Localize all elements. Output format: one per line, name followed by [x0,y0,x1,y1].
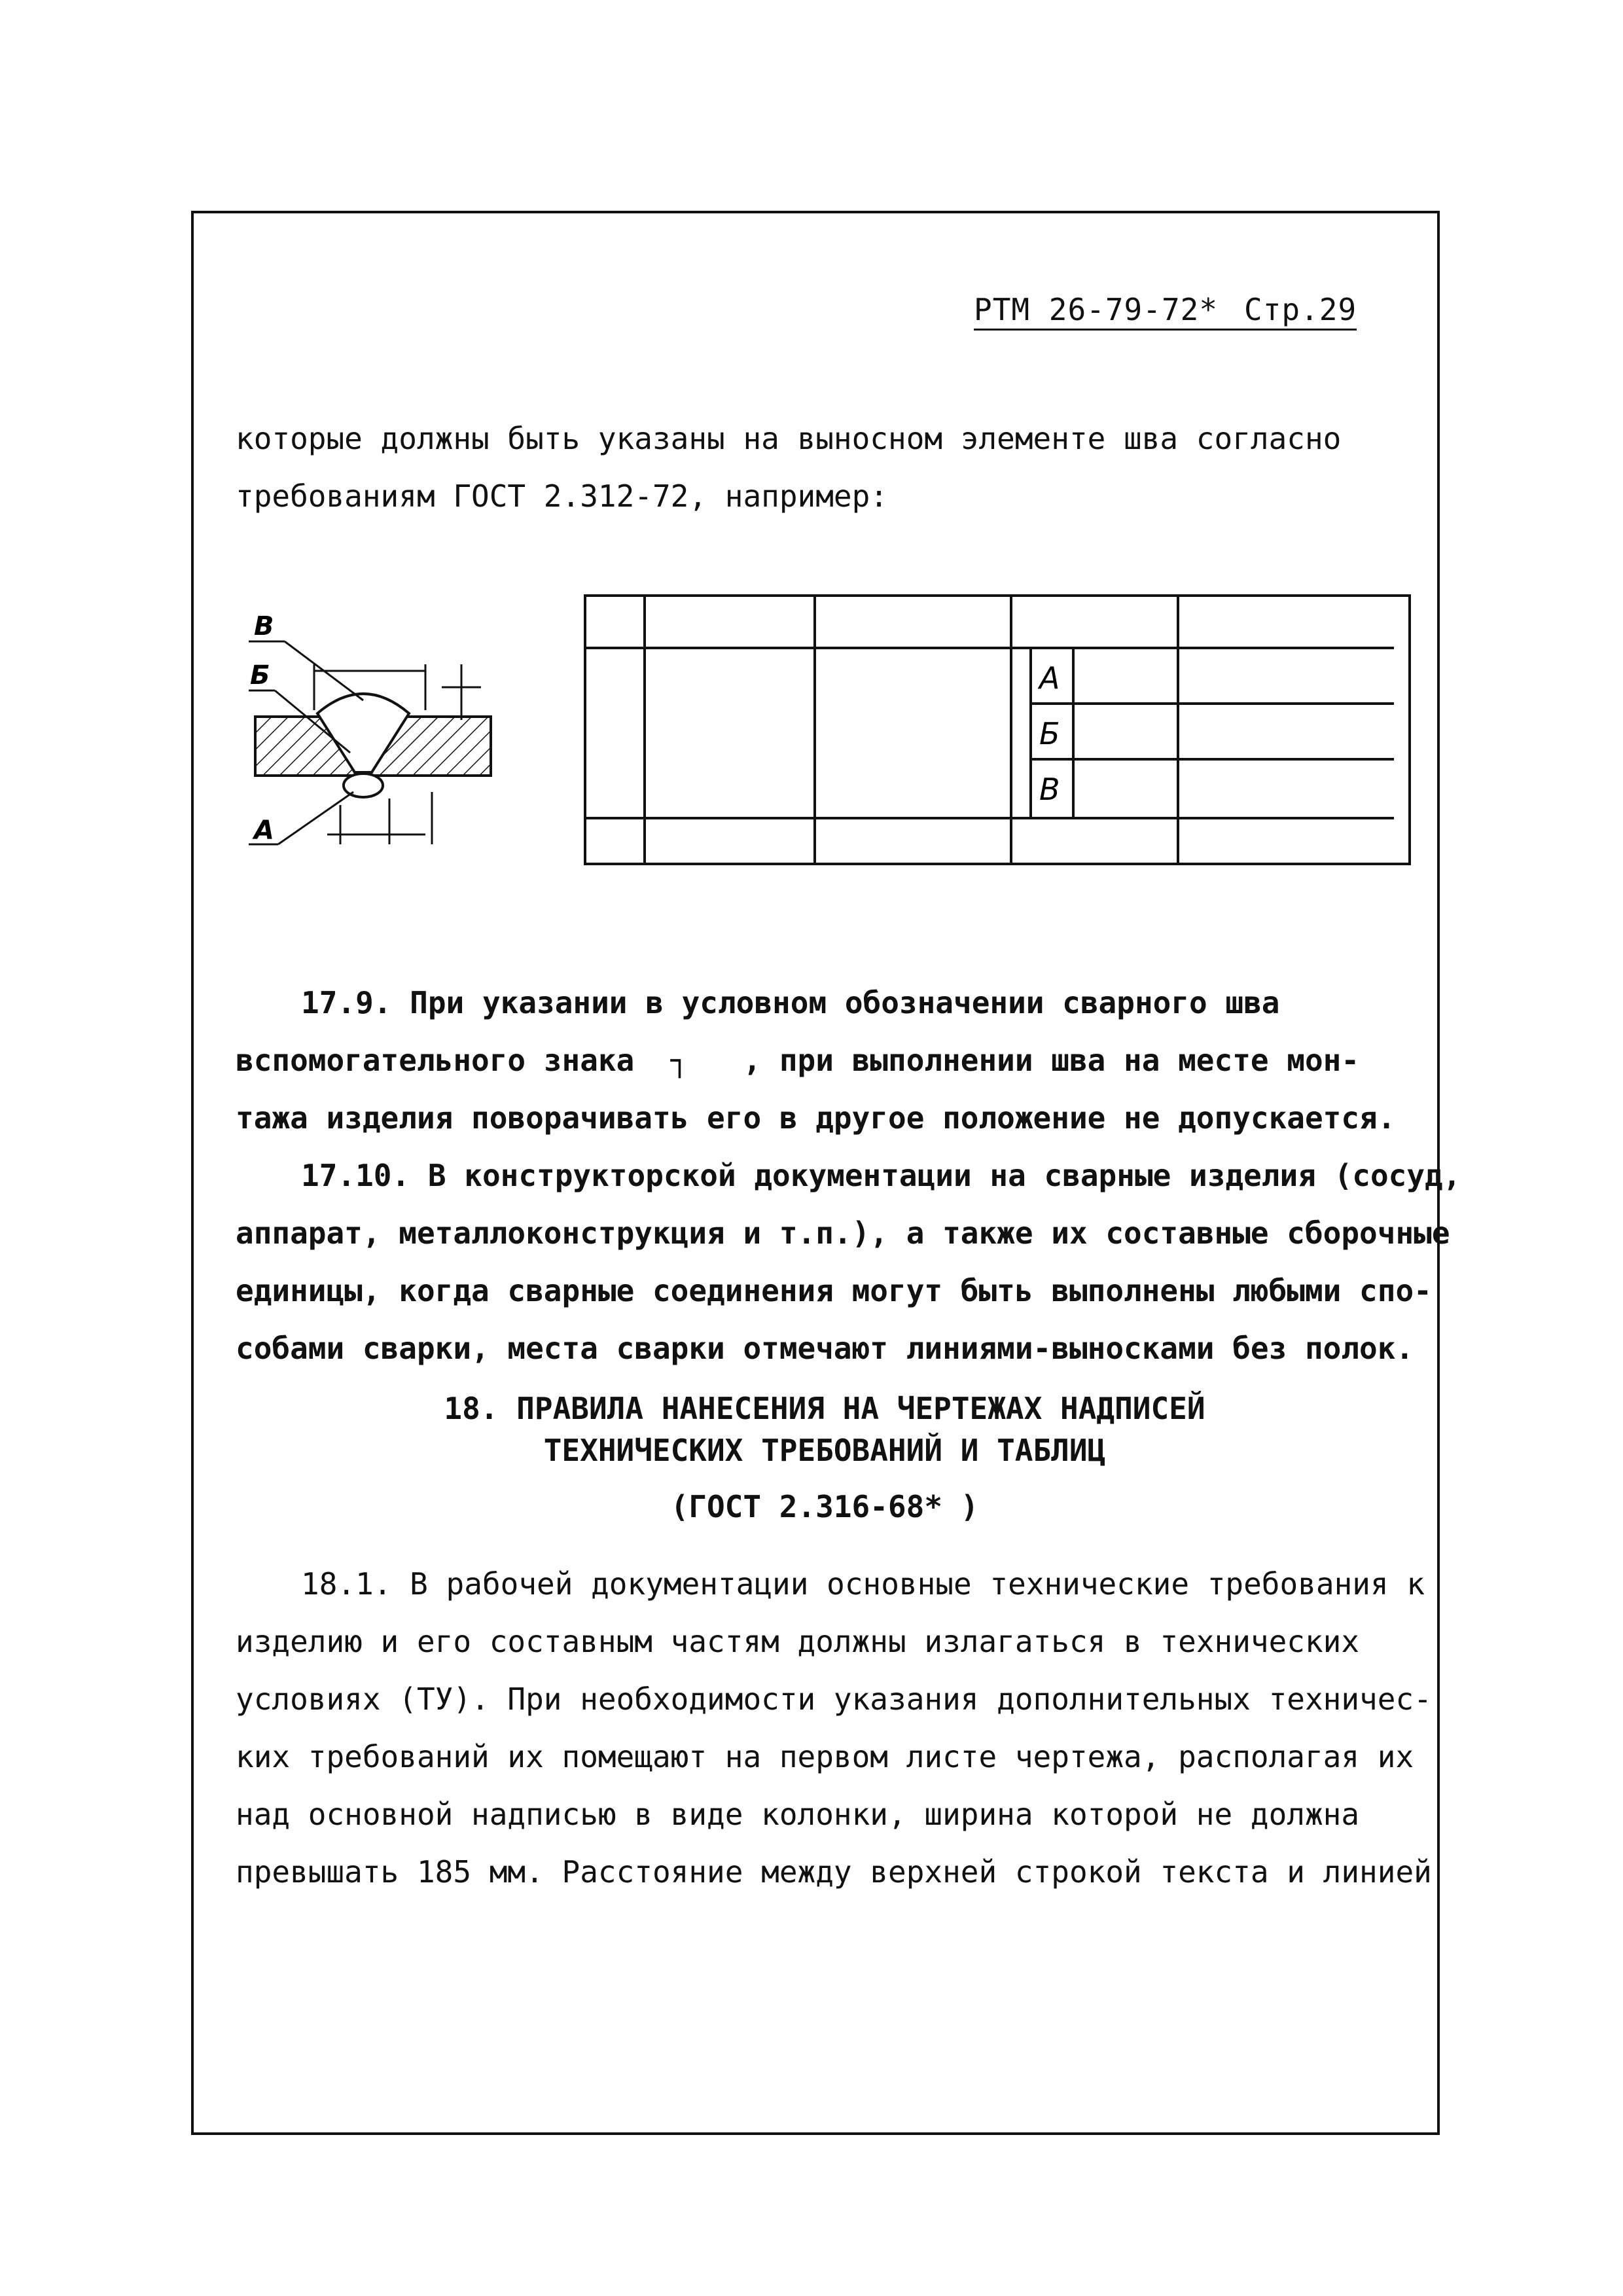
section-17-10 [236,1147,1461,1377]
table-row-label: В [1039,772,1060,807]
weld-section-sketch [236,602,510,864]
document-code: РТМ 26-79-72* [974,292,1219,327]
text-line: изделию и его составным частям должны излагаться в технических [236,1624,1360,1659]
designation-table [576,583,1420,877]
text-line: единицы, когда сварные соединения могут быть выполнены любыми спо- [236,1273,1432,1308]
label-b: Б [250,660,270,691]
heading-line: 18. ПРАВИЛА НАНЕСЕНИЯ НА ЧЕРТЕЖАХ НАДПИСЕЙ [444,1391,1205,1426]
table-row-label: А [1039,660,1060,696]
section-17-9 [236,974,1414,1147]
section-18-1 [236,1555,1432,1901]
table-row-label: Б [1039,716,1060,751]
section-18-heading [236,1388,1414,1528]
text-line: 17.9. При указании в условном обозначении сварного шва [301,985,1280,1020]
text-line: превышать 185 мм. Расстояние между верхней строкой текста и линией [236,1854,1432,1890]
heading-line: (ГОСТ 2.316-68* ) [670,1489,979,1524]
text-line: условиях (ТУ). При необходимости указания дополнительных техничес- [236,1681,1432,1717]
text-line: собами сварки, места сварки отмечают линиями-выносками без полок. [236,1331,1414,1366]
text-line: 18.1. В рабочей документации основные технические требования к [301,1566,1425,1602]
heading-line: ТЕХНИЧЕСКИХ ТРЕБОВАНИЙ И ТАБЛИЦ [543,1433,1106,1468]
intro-paragraph [236,410,1414,525]
text-line: вспомогательного знака ┐ , при выполнении шва на месте мон- [236,1043,1360,1078]
label-a: А [254,816,274,846]
label-v: В [254,611,274,641]
text-line: над основной надписью в виде колонки, ширина которой не должна [236,1797,1360,1832]
text-line: ких требований их помещают на первом листе чертежа, располагая их [236,1739,1414,1774]
page-header [974,292,1357,331]
text-line: тажа изделия поворачивать его в другое положение не допускается. [236,1100,1396,1136]
text-line: требованиям ГОСТ 2.312-72, например: [236,478,888,514]
text-line: которые должны быть указаны на выносном элементе шва согласно [236,421,1342,456]
text-line: аппарат, металлоконструкция и т.п.), а также их составные сборочные [236,1215,1450,1251]
page-number: Стр.29 [1244,292,1357,327]
text-line: 17.10. В конструкторской документации на сварные изделия (сосуд, [301,1158,1461,1193]
